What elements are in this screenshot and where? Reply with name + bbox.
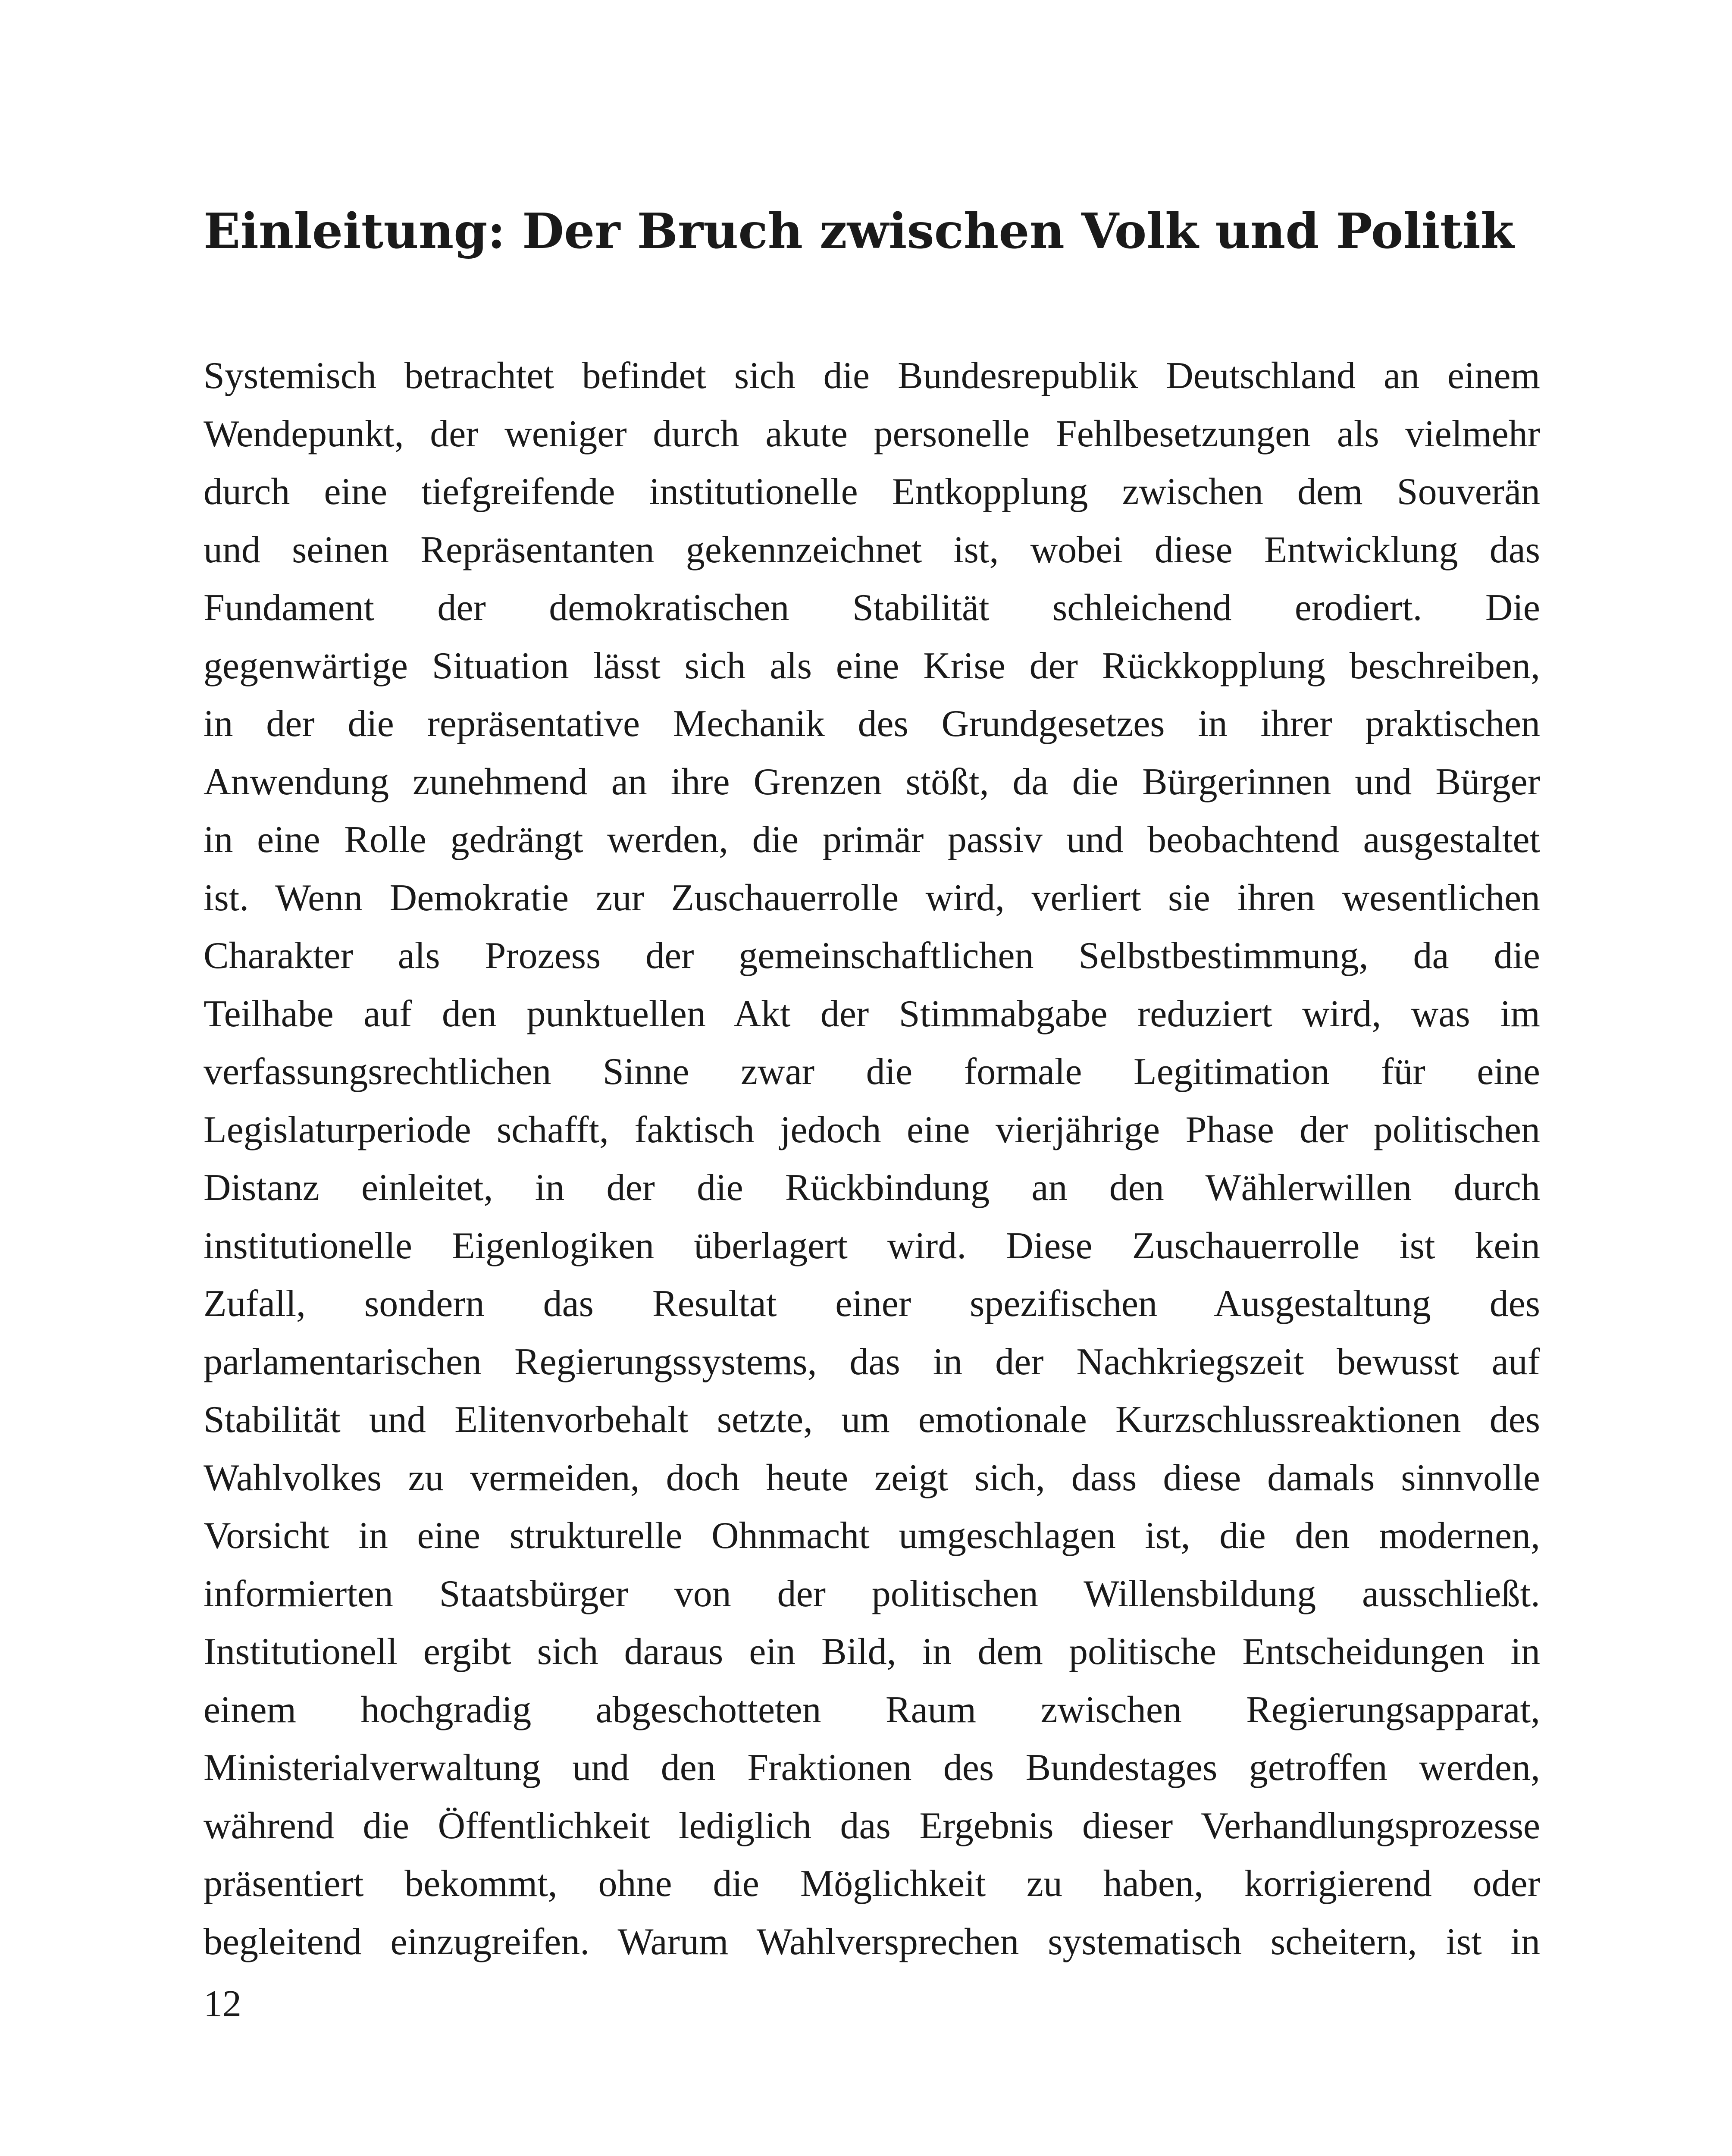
text-line: parlamentarischen Regierungssystems, das in der Nachkriegszeit bewusst auf — [204, 1341, 1540, 1383]
text-line: Stabilität und Elitenvorbehalt setzte, um emotionale Kurzschlussreaktionen des — [204, 1399, 1540, 1441]
text-line: institutionelle Eigenlogiken überlagert wird. Diese Zuschauerrolle ist kein — [204, 1225, 1540, 1267]
text-line: Legislaturperiode schafft, faktisch jedoch eine vierjährige Phase der politischen — [204, 1109, 1540, 1151]
text-line: während die Öffentlichkeit lediglich das Ergebnis dieser Verhandlungsprozesse — [204, 1805, 1540, 1847]
text-line: einem hochgradig abgeschotteten Raum zwischen Regierungsapparat, — [204, 1689, 1540, 1731]
text-line: in der die repräsentative Mechanik des Grundgesetzes in ihrer praktischen — [204, 703, 1540, 745]
text-line: Charakter als Prozess der gemeinschaftlichen Selbstbestimmung, da die — [204, 935, 1540, 977]
text-line: ist. Wenn Demokratie zur Zuschauerrolle wird, verliert sie ihren wesentlichen — [204, 877, 1540, 919]
text-line: Institutionell ergibt sich daraus ein Bild, in dem politische Entscheidungen in — [204, 1631, 1540, 1673]
text-line: Anwendung zunehmend an ihre Grenzen stößt, da die Bürgerinnen und Bürger — [204, 761, 1540, 803]
text-line: durch eine tiefgreifende institutionelle Entkopplung zwischen dem Souverän — [204, 471, 1540, 513]
text-line: Vorsicht in eine strukturelle Ohnmacht umgeschlagen ist, die den modernen, — [204, 1515, 1540, 1557]
text-line: informierten Staatsbürger von der politischen Willensbildung ausschließt. — [204, 1573, 1540, 1615]
body-paragraph — [204, 347, 1540, 1971]
text-line: gegenwärtige Situation lässt sich als eine Krise der Rückkopplung beschreiben, — [204, 645, 1540, 687]
text-line: präsentiert bekommt, ohne die Möglichkeit zu haben, korrigierend oder — [204, 1863, 1540, 1905]
text-line: und seinen Repräsentanten gekennzeichnet ist, wobei diese Entwicklung das — [204, 529, 1540, 571]
text-line: Wahlvolkes zu vermeiden, doch heute zeigt sich, dass diese damals sinnvolle — [204, 1457, 1540, 1499]
text-line: Zufall, sondern das Resultat einer spezifischen Ausgestaltung des — [204, 1283, 1540, 1325]
text-line: Teilhabe auf den punktuellen Akt der Stimmabgabe reduziert wird, was im — [204, 993, 1540, 1035]
text-line: Ministerialverwaltung und den Fraktionen des Bundestages getroffen werden, — [204, 1747, 1540, 1789]
text-line: in eine Rolle gedrängt werden, die primär passiv und beobachtend ausgestaltet — [204, 819, 1540, 861]
text-line: Fundament der demokratischen Stabilität schleichend erodiert. Die — [204, 587, 1540, 629]
text-line: Distanz einleitet, in der die Rückbindung an den Wählerwillen durch — [204, 1167, 1540, 1209]
chapter-heading: Einleitung: Der Bruch zwischen Volk und Politik — [204, 203, 1514, 260]
page-number: 12 — [204, 1983, 241, 2025]
text-line: verfassungsrechtlichen Sinne zwar die formale Legitimation für eine — [204, 1051, 1540, 1093]
text-line: begleitend einzugreifen. Warum Wahlversprechen systematisch scheitern, ist in — [204, 1921, 1540, 1963]
text-line: Systemisch betrachtet befindet sich die Bundesrepublik Deutschland an einem — [204, 355, 1540, 397]
text-line: Wendepunkt, der weniger durch akute personelle Fehlbesetzungen als vielmehr — [204, 413, 1540, 455]
